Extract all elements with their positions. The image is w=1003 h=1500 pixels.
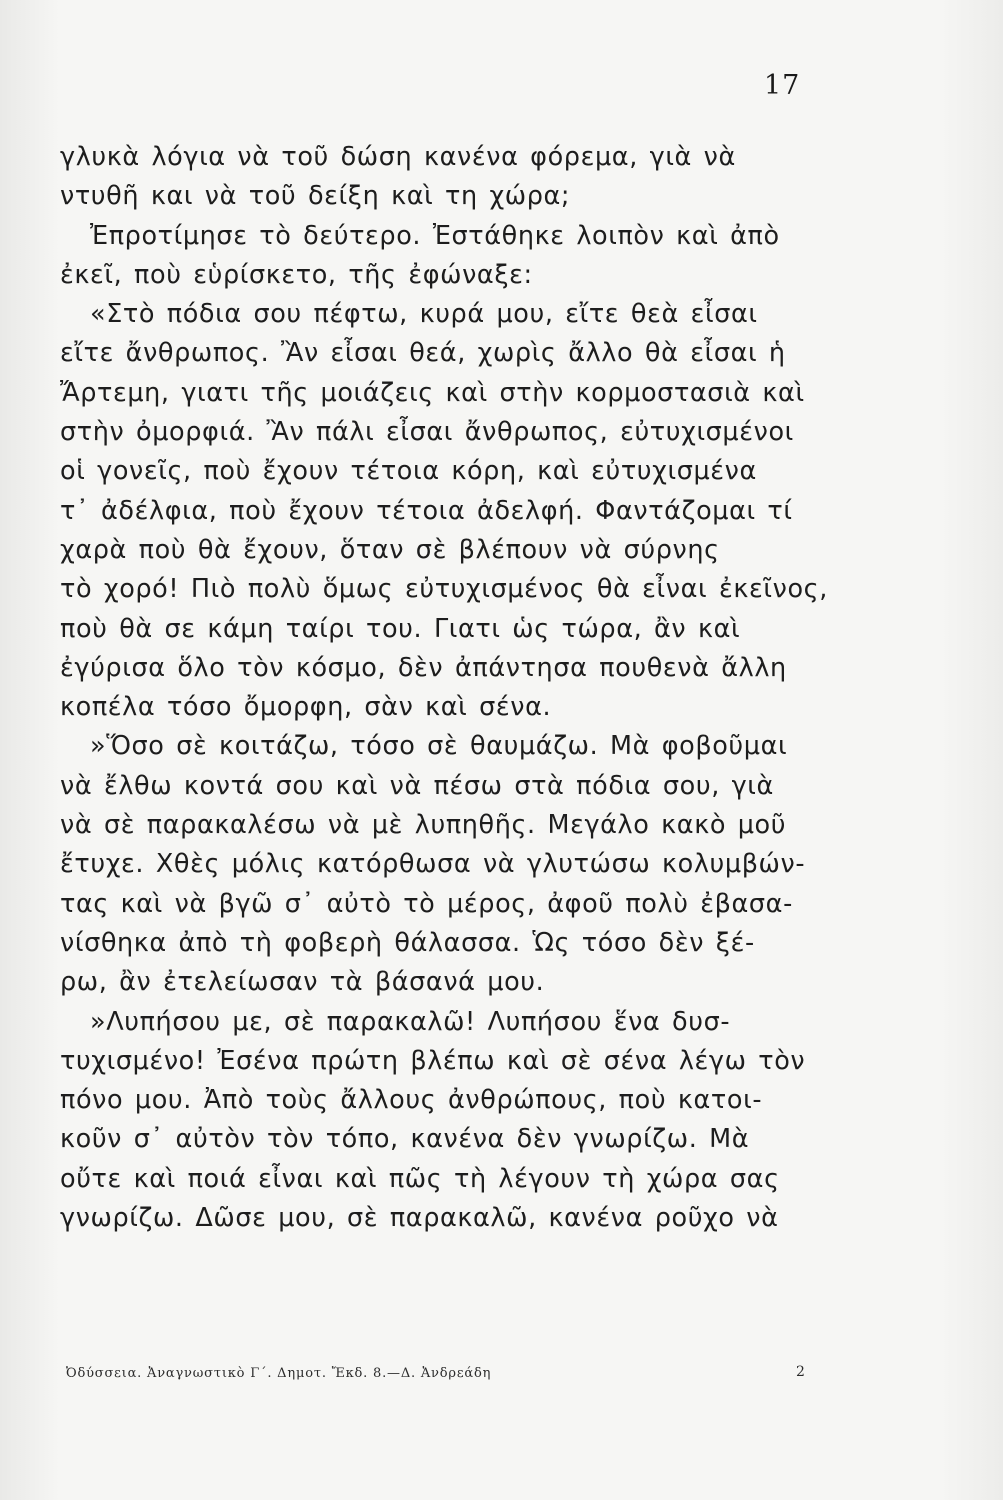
text-line: ἔτυχε. Χθὲς μόλις κατόρθωσα νὰ γλυτώσω κολυμβών- — [60, 849, 806, 880]
body-text — [60, 138, 850, 1238]
text-line: νὰ σὲ παρακαλέσω νὰ μὲ λυπηθῆς. Μεγάλο κακὸ μοῦ — [60, 810, 787, 841]
text-line: πόνο μου. Ἀπὸ τοὺς ἄλλους ἀνθρώπους, ποὺ κατοι- — [60, 1085, 763, 1116]
text-line: γλυκὰ λόγια νὰ τοῦ δώση κανένα φόρεμα, γιὰ νὰ — [60, 142, 736, 172]
text-line: οὔτε καὶ ποιά εἶναι καὶ πῶς τὴ λέγουν τὴ χώρα σας — [60, 1163, 780, 1194]
text-line: κοῦν σ᾿ αὐτὸν τὸν τόπο, κανένα δὲν γνωρίζω. Μὰ — [60, 1124, 750, 1155]
text-line: Ἄρτεμη, γιατι τῆς μοιάζεις καὶ στὴν κορμοστασιὰ καὶ — [60, 377, 805, 408]
text-line: τ᾿ ἀδέλφια, ποὺ ἔχουν τέτοια ἀδελφή. Φαντάζομαι τί — [60, 495, 793, 526]
text-line: »Ὅσο σὲ κοιτάζω, τόσο σὲ θαυμάζω. Μὰ φοβοῦμαι — [90, 731, 788, 762]
text-line: νὰ ἔλθω κοντά σου καὶ νὰ πέσω στὰ πόδια σου, γιὰ — [60, 770, 774, 801]
footer-note: Ὀδύσσεια. Ἀναγνωστικὸ Γ΄. Δημοτ. Ἔκδ. 8.—Δ. Ἀνδρεάδη — [66, 1366, 492, 1381]
text-line: «Στὸ πόδια σου πέφτω, κυρά μου, εἴτε θεὰ εἶσαι — [90, 299, 758, 330]
text-line: νίσθηκα ἀπὸ τὴ φοβερὴ θάλασσα. Ὡς τόσο δὲν ξέ- — [60, 927, 755, 958]
text-line: κοπέλα τόσο ὄμορφη, σὰν καὶ σένα. — [60, 692, 552, 723]
text-line: »Λυπήσου με, σὲ παρακαλῶ! Λυπήσου ἕνα δυσ- — [90, 1006, 731, 1037]
text-line: ἐκεῖ, ποὺ εὑρίσκετο, τῆς ἐφώναξε: — [60, 259, 533, 290]
text-line: στὴν ὀμορφιά. Ἂν πάλι εἶσαι ἄνθρωπος, εὐτυχισμένοι — [60, 417, 794, 448]
text-line: γνωρίζω. Δῶσε μου, σὲ παρακαλῶ, κανένα ροῦχο νὰ — [60, 1203, 779, 1234]
text-line: οἱ γονεῖς, ποὺ ἔχουν τέτοια κόρη, καὶ εὐτυχισμένα — [60, 456, 757, 487]
text-line: τὸ χορό! Πιὸ πολὺ ὅμως εὐτυχισμένος θὰ εἶναι ἐκεῖνος, — [60, 574, 828, 605]
text-line: τας καὶ νὰ βγῶ σ᾿ αὐτὸ τὸ μέρος, ἀφοῦ πολὺ ἐβασα- — [60, 888, 793, 919]
text-line: ρω, ἂν ἐτελείωσαν τὰ βάσανά μου. — [60, 967, 545, 998]
text-line: Ἐπροτίμησε τὸ δεύτερο. Ἐστάθηκε λοιπὸν καὶ ἀπὸ — [90, 220, 780, 251]
text-line: εἴτε ἄνθρωπος. Ἂν εἶσαι θεά, χωρὶς ἄλλο θὰ εἶσαι ἡ — [60, 338, 786, 369]
signature-mark: 2 — [796, 1364, 805, 1380]
page-number: 17 — [764, 70, 801, 101]
text-line: ντυθῆ και νὰ τοῦ δείξη καὶ τη χώρα; — [60, 181, 571, 212]
text-line: τυχισμένο! Ἐσένα πρώτη βλέπω καὶ σὲ σένα λέγω τὸν — [60, 1045, 806, 1076]
text-line: ποὺ θὰ σε κάμη ταίρι του. Γιατι ὡς τώρα, ἂν καὶ — [60, 613, 741, 644]
text-line: ἐγύρισα ὅλο τὸν κόσμο, δὲν ἀπάντησα πουθενὰ ἄλλη — [60, 652, 787, 683]
text-line: χαρὰ ποὺ θὰ ἔχουν, ὅταν σὲ βλέπουν νὰ σύρνης — [60, 534, 720, 565]
